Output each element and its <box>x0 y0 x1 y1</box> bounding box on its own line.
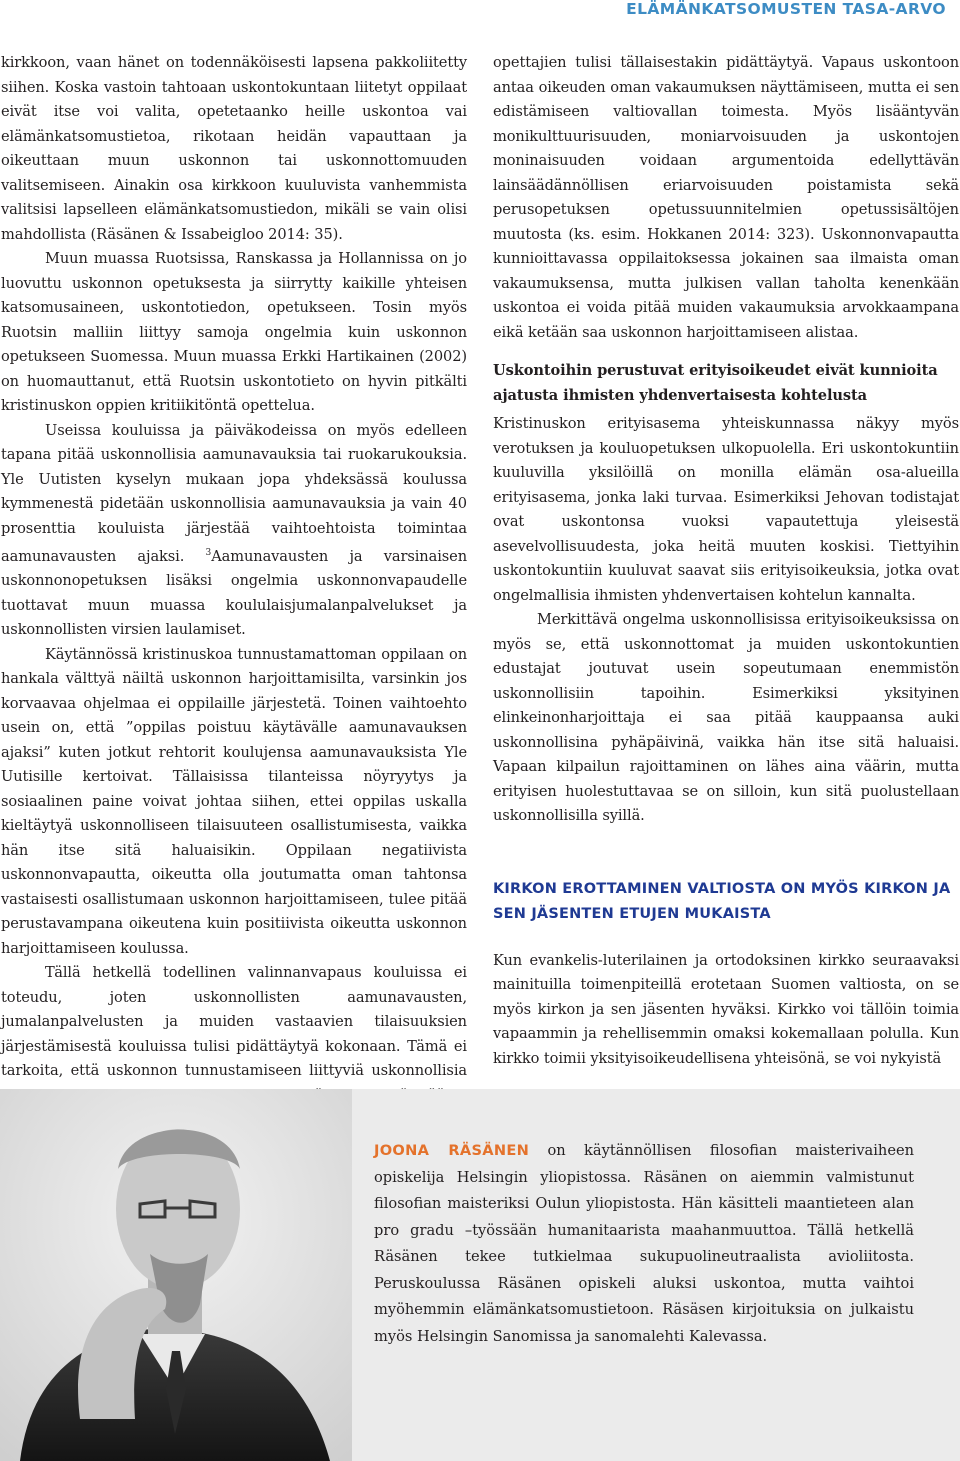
paragraph: Muun muassa Ruotsissa, Ranskassa ja Hollannissa on jo luovuttu uskonnon opetuksesta ja siirrytty kaikille yhteisen katsomusaineen, uskontotiedon, opetukseen. Tosin myös Ruotsin malliin liittyy samoja ongelmia kuin uskonnon opetukseen Suomessa. Muun muassa Erkki Hartikainen (2002) on huomauttanut, että Ruotsin uskontotieto on hyvin pitkälti kristinuskon oppien kritiikitöntä opettelua. <box>1 250 467 414</box>
paragraph-text: Aamunavausten ja varsinaisen uskonnonopetuksen lisäksi ongelmia uskonnonvapaudelle tuottavat muun muassa koululaisjumalanpalvelukset ja uskonnollisten virsien laulamiset. <box>1 547 467 639</box>
paragraph-text: Useissa kouluissa ja päiväkodeissa on myös edelleen tapana pitää uskonnollisia aamunavauksia tai ruokarukouksia. Yle Uutisten kyselyn mukaan jopa yhdeksässä koulussa kymmenestä pidetään uskonnollisia aamunavauksia ja vain 40 prosenttia kouluista järjestää vaihtoehtoista toimintaa aamunavausten ajaksi. <box>1 421 467 565</box>
paragraph: Kristinuskon erityisasema yhteiskunnassa näkyy myös verotuksen ja kouluopetuksen ulkopuolella. Eri uskontokuntiin kuuluvilla yksilöillä on monilla elämän osa-alueilla erityisasema, jonka laki turvaa. Esimerkiksi Jehovan todistajat ovat uskontonsa vuoksi vapautettuja yleisestä asevelvollisuudesta, joka heitä muuten koskisi. Tiettyihin uskontokuntiin kuuluvat saavat siis erityisoikeuksia, jotka ovat ongelmallisia ihmisten yhdenvertaisen kohtelun kannalta. <box>493 415 959 604</box>
paragraph: Tällä hetkellä todellinen valinnanvapaus kouluissa ei toteudu, joten uskonnollisten aamunavausten, jumalanpalvelusten ja muiden vastaavien tilaisuuksien järjestämisestä kouluissa tulisi pidättäytyä kokonaan. Tämä ei tarkoita, että uskonnon tunnustamiseen liittyviä uskonnollisia <box>1 964 467 1080</box>
author-bio <box>374 1138 914 1350</box>
paragraph: opettajien tulisi tällaisestakin pidättäytyä. Vapaus uskontoon antaa oikeuden oman vakaumuksen näyttämiseen, mutta ei sen edistämiseen valtiovallan toimesta. Myös lisääntyvän monikulttuurisuuden, moniarvoisuuden ja uskontojen moninaisuuden voidaan argumentoida edellyttävän lainsäädännöllisen eriarvoisuuden poistamista sekä perusopetuksen opetussuunnitelmien opetussisältöjen muutosta (ks. esim. Hokkanen 2014: 323). Uskonnonvapautta kunnioittavassa oppilaitoksessa jokainen saa ilmaista oman vakaumuksensa, mutta julkisen vallan taholta kenenkään uskontoa ei voida pitää muiden vakaumuksia arvokkaampana eikä ketään saa uskonnon harjoittamiseen alistaa. <box>493 54 959 341</box>
author-bio-text: on käytännöllisen filosofian maisterivaiheen opiskelija Helsingin yliopistossa. Räsänen on aiemmin valmistunut filosofian maisteriksi Oulun yliopistosta. Hän käsitteli maantieteen alan pro gradu –työssään humanitaarista maahanmuuttoa. Tällä hetkellä Räsänen tekee tutkielmaa sukupuolineutraalista avioliitosta. Peruskoulussa Räsänen opiskeli aluksi uskontoa, mutta vaihtoi myöhemmin elämänkatsomustietoon. Räsäsen kirjoituksia on julkaistu myös Helsingin Sanomissa ja sanomalehti Kalevassa. <box>374 1142 914 1345</box>
paragraph: Merkittävä ongelma uskonnollisissa erityisoikeuksissa on myös se, että uskonnottomat ja muiden uskontokuntien edustajat joutuvat usein sopeutumaan enemmistön uskonnollisiin tapoihin. Esimerkiksi yksityinen elinkeinonharjoittaja ei saa pitää kauppaansa auki uskonnollisina pyhäpäivinä, vaikka hän itse sitä haluaisi. Vapaan kilpailun rajoittaminen on lähes aina väärin, mutta erityisen huolestuttavaa se on silloin, kun sitä puolustellaan uskonnollisilla syillä. <box>493 611 959 824</box>
paragraph: kirkkoon, vaan hänet on todennäköisesti lapsena pakkoliitetty siihen. Koska vastoin tahtoaan uskontokuntaan liitetyt oppilaat eivät itse voi valita, opetetaanko heille uskontoa vai elämänkatsomustietoa, rikotaan heidän vapauttaan ja oikeuttaan muun uskonnon tai uskonnottomuuden valitsemiseen. Ainakin osa kirkkoon kuuluvista vanhemmista valitsisi lapselleen elämänkatsomustiedon, mikäli se vain olisi mahdollista (Räsänen & Issabeigloo 2014: 35). <box>1 54 467 243</box>
right-column <box>493 51 959 1071</box>
paragraph: Kun evankelis-luterilainen ja ortodoksinen kirkko seuraavaksi mainituilla toimenpiteillä erotetaan Suomen valtiosta, on se myös kirkon ja sen jäsenten hyväksi. Kirkko voi tällöin toimia vapaammin ja rehellisemmin omaksi kokemallaan polulla. Kun kirkko toimii yksityisoikeudellisena yhteisönä, se voi nykyistä <box>493 951 959 1067</box>
footnote-marker: 3 <box>205 548 212 558</box>
paragraph <box>1 419 467 643</box>
section-title: ELÄMÄNKATSOMUSTEN TASA-ARVO <box>626 0 946 18</box>
section-heading: KIRKON EROTTAMINEN VALTIOSTA ON MYÖS KIRKON JA SEN JÄSENTEN ETUJEN MUKAISTA <box>493 880 951 922</box>
left-column <box>1 51 467 1133</box>
author-portrait <box>0 1089 352 1461</box>
paragraph: Käytännössä kristinuskoa tunnustamattoman oppilaan on hankala välttyä näiltä uskonnon harjoittamisilta, varsinkin jos korvaavaa ohjelmaa ei oppilaille järjestetä. Toinen vaihtoehto usein on, että ”oppilas poistuu käytävälle aamunavauksen ajaksi” kuten jotkut rehtorit koulujensa aamunavauksista Yle Uutisille kertoivat. Tällaisissa tilanteissa nöyryytys ja sosiaalinen paine voivat johtaa siihen, ettei oppilas uskalla kieltäytyä uskonnolliseen tilaisuuteen osallistumisesta, vaikka hän itse sitä haluaisikin. Oppilaan negatiivista uskonnonvapautta, oikeutta olla joutumatta oman tahtonsa vastaisesti osallistumaan uskonnon harjoittamiseen, tulee pitää perustavampana oikeutena kuin positiivista oikeutta uskonnon harjoittamiseen koulussa. <box>1 645 467 957</box>
author-name: JOONA RÄSÄNEN <box>374 1142 530 1159</box>
subheading: Uskontoihin perustuvat erityisoikeudet eivät kunnioita ajatusta ihmisten yhdenvertaisesta kohtelusta <box>493 362 938 404</box>
